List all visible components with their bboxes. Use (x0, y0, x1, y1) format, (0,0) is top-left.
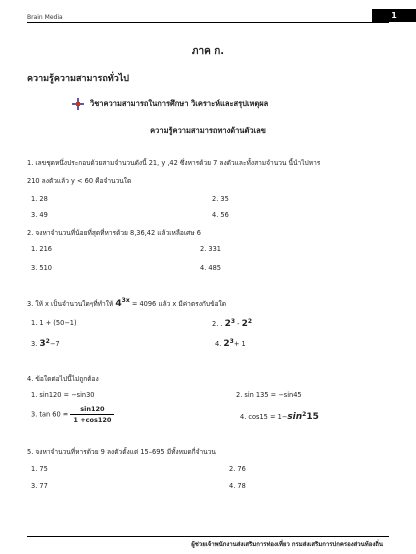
footer-text: ผู้ช่วยเจ้าพนักงานส่งเสริมการท่องเที่ยว กรมส่งเสริมการปกครองส่วนท้องถิ่น (191, 541, 383, 548)
subject-title (72, 98, 268, 110)
q3-text-post: = 4096 แล้ว x มีค่าตรงกับข้อใด (131, 300, 227, 308)
part-title: ภาค ก. (191, 46, 225, 57)
q4-choice-2: 2. sin 135 = −sin45 (236, 391, 302, 399)
q2-text: 2. จงหาจำนวนที่น้อยที่สุดที่หารด้วย 8,36,42 แล้วเหลือเศษ 6 (27, 229, 201, 237)
q4-text: 4. ข้อใดต่อไปนี้ไม่ถูกต้อง (27, 375, 99, 383)
q4-fraction: $\frac{\sin 120}{1 +\cos 120}$ (70, 404, 114, 425)
q3-choice-4: 4. $2^3+ 1$ (215, 338, 246, 350)
section-title: ความรู้ความสามารถทั่วไป (27, 74, 129, 84)
q2-choice-3: 3. 510 (31, 264, 52, 272)
q5-choice-1: 1. 75 (31, 465, 48, 473)
q5-choice-4: 4. 78 (229, 482, 246, 490)
q1-choice-3: 3. 49 (31, 211, 48, 219)
q1-choice-1: 1. 28 (31, 195, 48, 203)
q1-choice-4: 4. 56 (212, 211, 229, 219)
q1-choice-2: 2. 35 (212, 195, 229, 203)
header-divider (27, 22, 389, 23)
q2-choice-2: 2. 331 (200, 245, 221, 253)
q4-choice-3: 3. tan 60 = $\frac{\sin 120}{1 +\cos 120}$ (31, 404, 114, 425)
header-brand: Brain Media (27, 14, 63, 21)
q1-line2: 210 ลงตัวแล้ว y < 60 คือจำนวนใด (27, 177, 132, 185)
q5-text: 5. จงหาจำนวนที่หารด้วย 9 ลงตัวตั้งแต่ 15–695 มีทั้งหมดกี่จำนวน (27, 448, 216, 456)
page-number: 1 (372, 9, 416, 22)
q4-choice-4: 4. $\cos 15 = 1-\sin^215$ (240, 411, 319, 423)
q3-choice-2: 2. . $2^3 - 2^2$ (212, 318, 253, 330)
subject-title-text: วิชาความสามารถในการศึกษา วิเคราะห์และสรุปเหตุผล (90, 99, 269, 108)
q5-choice-2: 2. 76 (229, 465, 246, 473)
footer-divider (27, 536, 389, 537)
q2-choice-4: 4. 485 (200, 264, 221, 272)
bullet-cross-icon (72, 98, 84, 110)
q3-text (27, 296, 226, 309)
q3-choice-3: 3. $3^2-7$ (31, 338, 60, 350)
q3-choice-1: 1. 1 + (50−1) (31, 319, 77, 327)
topic-title: ความรู้ความสามารถทางด้านตัวเลข (150, 126, 266, 135)
q4-choice-1: 1. sin120 = −sin30 (31, 391, 95, 399)
q3-power: $4^{3x}$ (115, 297, 130, 309)
q5-choice-3: 3. 77 (31, 482, 48, 490)
q2-choice-1: 1. 216 (31, 245, 52, 253)
q1-line1: 1. เลขชุดหนึ่งประกอบด้วยสามจำนวนดังนี้ 21, y ,42 ซึ่งหารด้วย 7 ลงตัวและทั้งสามจำนวน นี้นำไปหาร (27, 159, 321, 167)
q3-text-pre: 3. ให้ x เป็นจำนวนใดๆที่ทำให้ (27, 300, 114, 308)
